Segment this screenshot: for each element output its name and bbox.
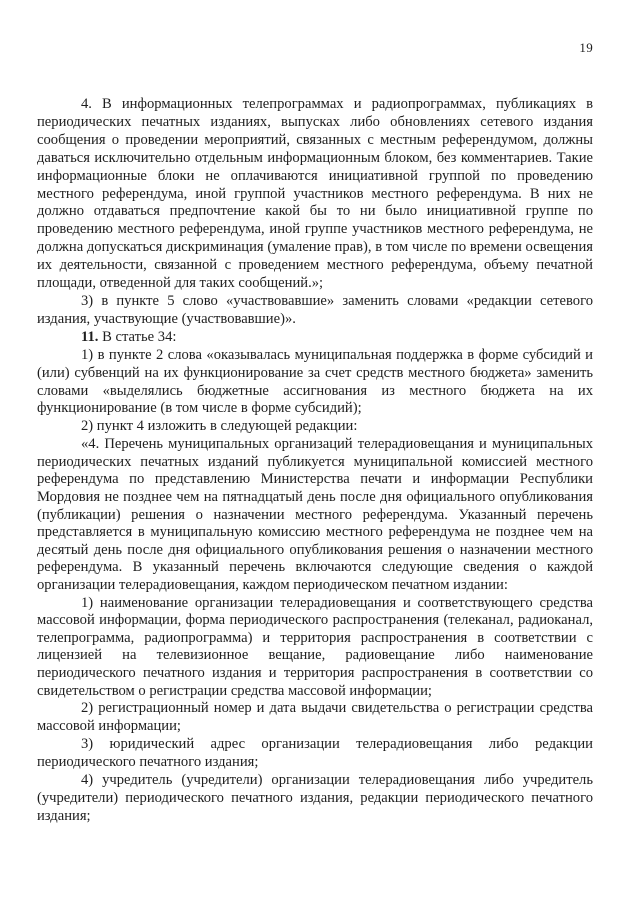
paragraph-item-4: 4. В информационных телепрограммах и радиопрограммах, публикациях в периодических печатных изданиях, выпусках либо обновлениях сетевого издания сообщения о проведении мероприятий, связанных с местным референдумом, должны даваться исключительно отдельным информационным блоком, без комментариев. Такие информационные блоки не оплачиваются инициативной группой по проведению местного референдума, иной группой участников местного референдума. В них не должно отдаваться предпочтение какой бы то ни было инициативной группе по проведению местного референдума, иной группе участников местного референдума, не должна допускаться дискриминация (умаление прав), в том числе по времени освещения их деятельности, связанной с проведением местного референдума, объему печатной площади, отведенной для таких сообщений.»; (37, 96, 593, 292)
article-heading (37, 329, 593, 347)
page-number: 19 (579, 40, 593, 55)
document-body (37, 96, 593, 825)
paragraph-subitem-2: 2) пункт 4 изложить в следующей редакции: (81, 418, 358, 435)
list-item-3: 3) юридический адрес организации телерадиовещания либо редакции периодического печатного издания; (37, 735, 593, 770)
list-item-4: 4) учредитель (учредители) организации телерадиовещания либо учредитель (учредители) периодического печатного издания, редакции периодического печатного издания; (37, 771, 593, 824)
list-item-1: 1) наименование организации телерадиовещания и соответствующего средства массовой информации, форма периодического распространения (телеканал, радиоканал, телепрограмма, радиопрограмма) и территория распространения в соответствии с лицензией на телевизионное вещание, радиовещание либо наименование периодического печатного издания и территория распространения в соответствии со свидетельством о регистрации средства массовой информации; (37, 594, 593, 699)
article-number: 11. (81, 328, 99, 345)
paragraph-subitem-1: 1) в пункте 2 слова «оказывалась муниципальная поддержка в форме субсидий и (или) субвенций на их функционирование за счет средств местного бюджета» заменить словами «выделялись бюджетные ассигнования из местного бюджета на их функционирование (в том числе в форме субсидий); (37, 346, 593, 417)
paragraph-subitem-3: 3) в пункте 5 слово «участвовавшие» заменить словами «редакции сетевого издания, участвующие (участвовавшие)». (37, 292, 593, 327)
article-heading-text: В статье 34: (102, 328, 177, 345)
paragraph-new-item-4: «4. Перечень муниципальных организаций телерадиовещания и муниципальных периодических печатных изданий публикуется муниципальной комиссией местного референдума по представлению Министерства печати и информации Республики Мордовия не позднее чем на пятнадцатый день после дня официального опубликования (публикации) решения о назначении местного референдума. Указанный перечень представляется в муниципальную комиссию местного референдума не позднее чем на десятый день после дня официального опубликования решения о назначении местного референдума. В указанный перечень включаются следующие сведения о каждой организации телерадиовещания, каждом периодическом печатном издании: (37, 436, 593, 593)
list-item-2: 2) регистрационный номер и дата выдачи свидетельства о регистрации средства массовой информации; (37, 700, 593, 735)
